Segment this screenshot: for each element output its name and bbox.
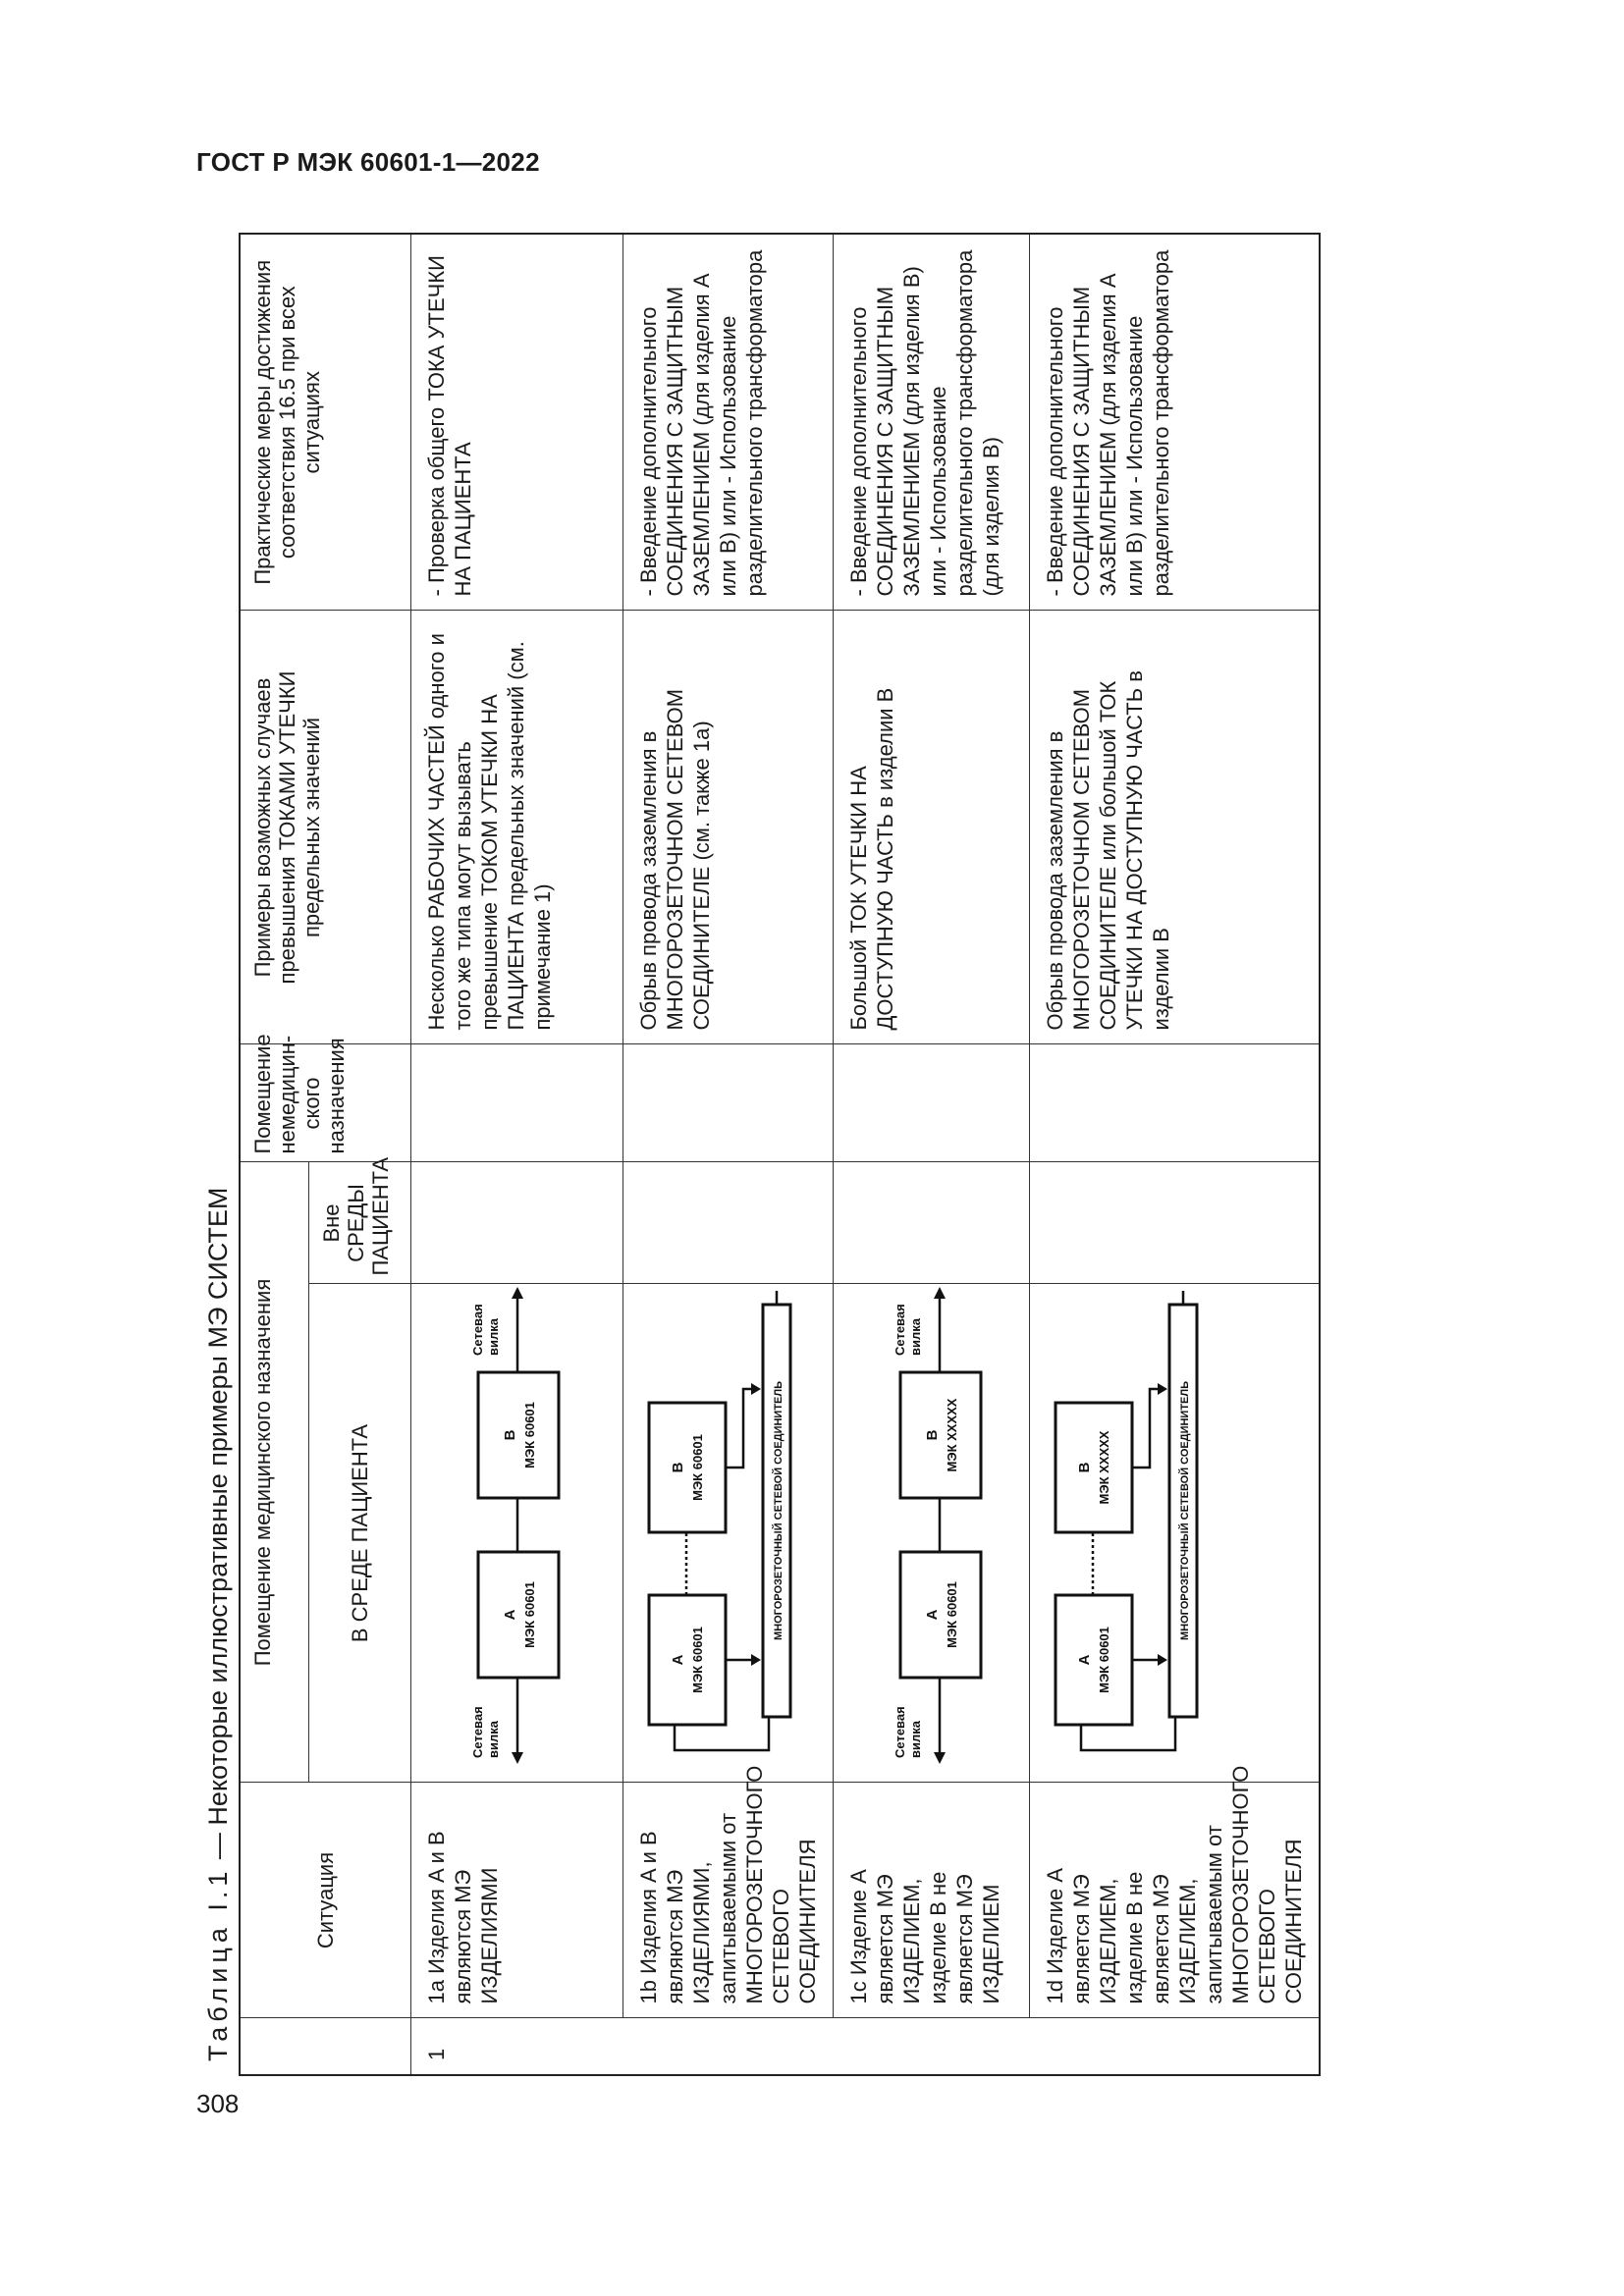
arrow-left-icon [512, 1753, 523, 1765]
table-caption-label: Таблица I.1 [203, 1866, 233, 2061]
situation-cell: 1c Изделие A является МЭ ИЗДЕЛИЕМ, изделие B не является МЭ ИЗДЕЛИЕМ [833, 1783, 1029, 2018]
arrow-left-icon [934, 1753, 946, 1765]
header-outside-patient-env: Вне СРЕДЫ ПАЦИЕНТА [308, 1162, 410, 1284]
me-systems-table [239, 233, 1321, 2076]
plug-label-right [470, 1305, 501, 1357]
device-a-box [649, 1596, 726, 1726]
outside-patient-env-cell [1029, 1162, 1320, 1284]
device-b-std: МЭК XXXXX [944, 1399, 959, 1472]
arrow-down-icon [751, 1655, 761, 1667]
multi-socket-label: МНОГОРОЗЕТОЧНЫЙ СЕТЕВОЙ СОЕДИНИТЕЛЬ [1178, 1381, 1191, 1641]
device-a-std: МЭК 60601 [944, 1581, 959, 1649]
plug-label-left-l1: Сетевая [892, 1706, 907, 1759]
table-row [623, 234, 833, 2075]
arrow-down-icon [1158, 1384, 1167, 1396]
plug-label-left [893, 1707, 923, 1759]
header-in-patient-env: В СРЕДЕ ПАЦИЕНТА [308, 1284, 410, 1783]
table-row [833, 234, 1029, 2075]
outside-patient-env-cell [833, 1162, 1029, 1284]
diagram-1b [635, 1284, 802, 1769]
device-a-letter: А [1075, 1655, 1093, 1666]
table-caption [196, 236, 240, 2061]
table-row [410, 234, 623, 2075]
device-b-letter: В [923, 1430, 941, 1441]
header-examples: Примеры возможных случаев превышения ТОКАМИ УТЕЧКИ предельных значений [240, 611, 410, 1044]
device-a-letter: А [923, 1610, 941, 1621]
arrow-right-icon [512, 1288, 523, 1300]
plug-label-right-l1: Сетевая [469, 1304, 485, 1357]
plug-label-left-l2: вилка [485, 1721, 501, 1759]
table-caption-text: — Некоторые иллюстративные примеры МЭ СИСТЕМ [203, 1187, 233, 1867]
device-b-letter: В [1075, 1463, 1093, 1473]
examples-cell: Обрыв провода заземления в МНОГОРОЗЕТОЧНОМ СЕТЕВОМ СОЕДИНИТЕЛЕ или большой ТОК УТЕЧКИ НА ДОСТУПНУЮ ЧАСТЬ в изделии B [1029, 611, 1320, 1044]
document-header: ГОСТ Р МЭК 60601-1—2022 [196, 147, 540, 177]
plug-label-right-l2: вилка [907, 1318, 923, 1357]
group-number: 1 [410, 2018, 1320, 2075]
plug-label-left [470, 1707, 501, 1759]
rotated-table-container [239, 235, 1306, 2076]
header-situation: Ситуация [240, 1783, 410, 2018]
cord-b-to-socket [726, 1390, 757, 1468]
arrow-right-icon [934, 1288, 946, 1300]
device-b-box [1056, 1404, 1132, 1533]
plug-label-right-l1: Сетевая [892, 1304, 907, 1357]
diagram-cell [833, 1284, 1029, 1783]
arrow-down-icon [751, 1384, 761, 1396]
table-row [1029, 234, 1320, 2075]
situation-cell: 1a Изделия A и B являются МЭ ИЗДЕЛИЯМИ [410, 1783, 623, 2018]
device-a-box [478, 1553, 559, 1679]
device-a-std: МЭК 60601 [521, 1581, 537, 1649]
non-medical-room-cell [1029, 1044, 1320, 1162]
device-b-letter: В [501, 1430, 518, 1441]
device-a-std: МЭК 60601 [689, 1627, 705, 1694]
measures-cell: - Введение дополнительного СОЕДИНЕНИЯ С ЗАЩИТНЫМ ЗАЗЕМЛЕНИЕМ (для изделия A или B) или - Использование разделительного трансформатора [1029, 234, 1320, 611]
examples-cell: Несколько РАБОЧИХ ЧАСТЕЙ одного и того же типа могут вызывать превышение ТОКОМ УТЕЧКИ НА ПАЦИЕНТА предельных значений (см. примечание 1) [410, 611, 623, 1044]
diagram-cell [623, 1284, 833, 1783]
diagram-cell [410, 1284, 623, 1783]
device-a-std: МЭК 60601 [1096, 1627, 1111, 1694]
diagram-cell [1029, 1284, 1320, 1783]
cord-b-to-socket [1132, 1390, 1164, 1468]
header-medical-room: Помещение медицинского назначения [240, 1162, 308, 1783]
group-header-cell [240, 2018, 410, 2075]
table-caption-wrap [196, 236, 240, 2061]
device-b-letter: В [669, 1463, 686, 1473]
non-medical-room-cell [623, 1044, 833, 1162]
outside-patient-env-cell [623, 1162, 833, 1284]
device-b-std: МЭК 60601 [689, 1434, 705, 1502]
outside-patient-env-cell [410, 1162, 623, 1284]
device-a-letter: А [669, 1655, 686, 1666]
measures-cell: - Проверка общего ТОКА УТЕЧКИ НА ПАЦИЕНТА [410, 234, 623, 611]
page-number: 308 [196, 2089, 240, 2118]
examples-cell: Обрыв провода заземления в МНОГОРОЗЕТОЧНОМ СЕТЕВОМ СОЕДИНИТЕЛЕ (см. также 1a) [623, 611, 833, 1044]
diagram-1c [845, 1284, 1012, 1769]
plug-label-left-l2: вилка [907, 1721, 923, 1759]
plug-label-right-l2: вилка [485, 1318, 501, 1357]
header-non-medical-room: Помещение немедицин-ского назначения [240, 1044, 410, 1162]
device-b-std: МЭК XXXXX [1096, 1431, 1111, 1505]
header-measures: Практические меры достижения соответствия 16.5 при всех ситуациях [240, 234, 410, 611]
device-b-std: МЭК 60601 [521, 1402, 537, 1469]
device-a-box [900, 1553, 981, 1679]
measures-cell: - Введение дополнительного СОЕДИНЕНИЯ С ЗАЩИТНЫМ ЗАЗЕМЛЕНИЕМ (для изделия B) или - Использование разделительного трансформатора (для изделия B) [833, 234, 1029, 611]
diagram-1d [1042, 1284, 1209, 1769]
situation-cell: 1b Изделия A и B являются МЭ ИЗДЕЛИЯМИ, запитываемыми от МНОГОРОЗЕТОЧНОГО СЕТЕВОГО СОЕДИНИТЕЛЯ [623, 1783, 833, 2018]
diagram-1a [423, 1284, 590, 1769]
arrow-down-icon [1158, 1655, 1167, 1667]
device-b-box [649, 1404, 726, 1533]
plug-label-left-l1: Сетевая [469, 1706, 485, 1759]
plug-label-right [893, 1305, 923, 1357]
device-b-box [900, 1373, 981, 1499]
device-b-box [478, 1373, 559, 1499]
multi-socket-label: МНОГОРОЗЕТОЧНЫЙ СЕТЕВОЙ СОЕДИНИТЕЛЬ [772, 1381, 785, 1641]
device-a-box [1056, 1596, 1132, 1726]
device-a-letter: А [501, 1610, 518, 1621]
non-medical-room-cell [410, 1044, 623, 1162]
measures-cell: - Введение дополнительного СОЕДИНЕНИЯ С ЗАЩИТНЫМ ЗАЗЕМЛЕНИЕМ (для изделия A или B) или - Использование разделительного трансформатора [623, 234, 833, 611]
non-medical-room-cell [833, 1044, 1029, 1162]
examples-cell: Большой ТОК УТЕЧКИ НА ДОСТУПНУЮ ЧАСТЬ в изделии B [833, 611, 1029, 1044]
situation-cell: 1d Изделие A является МЭ ИЗДЕЛИЕМ, изделие B не является МЭ ИЗДЕЛИЕМ, запитываемым от МНОГОРОЗЕТОЧНОГО СЕТЕВОГО СОЕДИНИТЕЛЯ [1029, 1783, 1320, 2018]
